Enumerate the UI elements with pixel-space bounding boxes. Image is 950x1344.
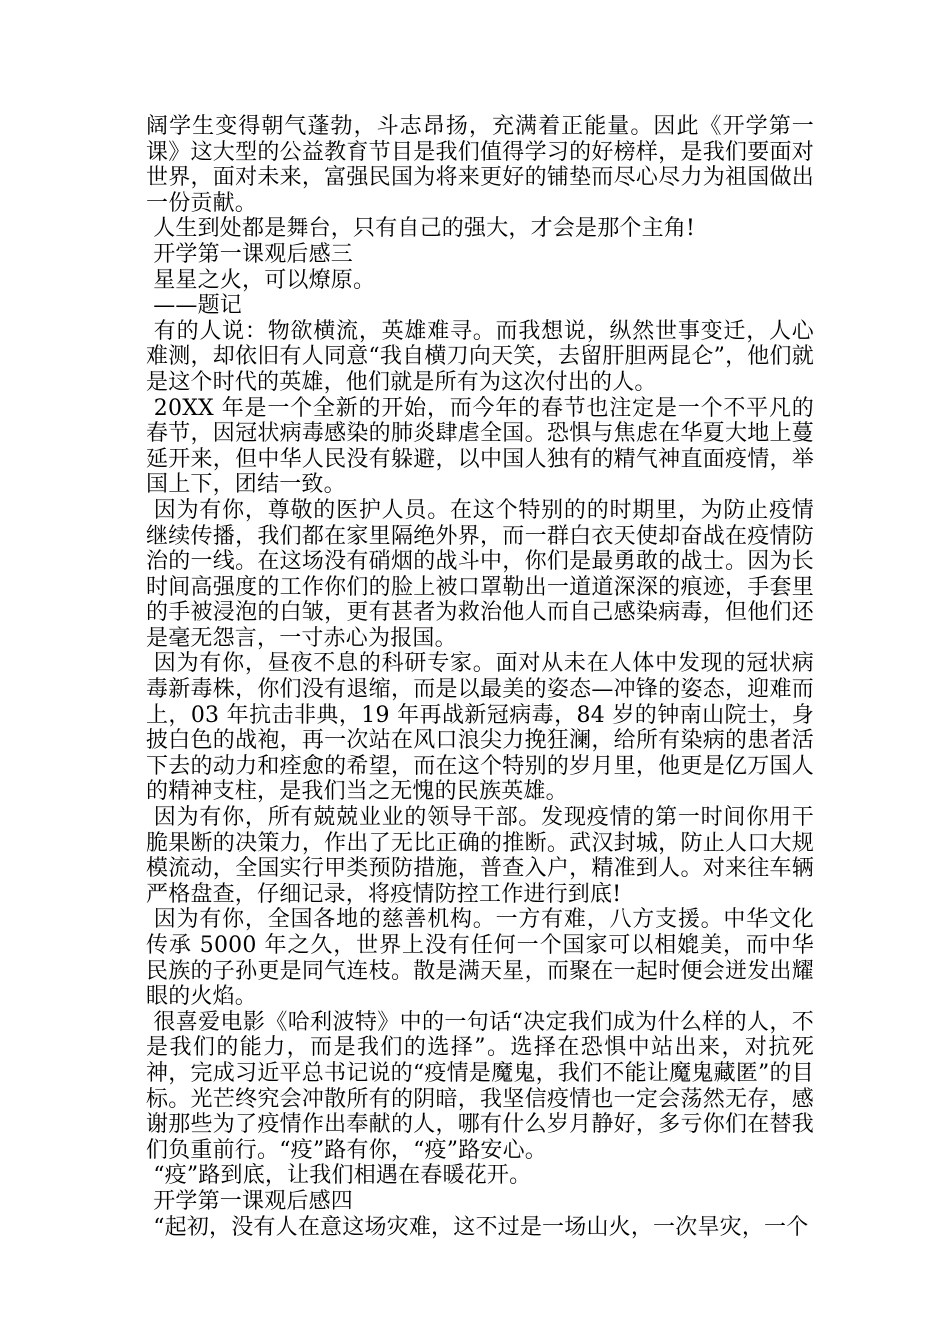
document-page	[146, 114, 814, 1240]
paragraph-2: 人生到处都是舞台，只有自己的强大，才会是那个主角!	[146, 216, 696, 242]
paragraph-11: 因为有你，全国各地的慈善机构。一方有难，八方支援。中华文化传承 5000 年之久，世界上没有任何一个国家可以相媲美，而中华民族的子孙更是同气连枝。散是满天星，而聚在一起时便会迸发出耀眼的火焰。	[146, 907, 814, 1010]
paragraph-7: 20XX 年是一个全新的开始，而今年的春节也注定是一个不平凡的春节，因冠状病毒感染的肺炎肆虐全国。恐惧与焦虑在华夏大地上蔓延开来，但中华人民没有躲避，以中国人独有的精气神直面疫情，举国上下，团结一致。	[146, 395, 814, 498]
epigraph-attribution: ——题记	[146, 293, 243, 319]
section-heading-4: 开学第一课观后感四	[146, 1188, 354, 1214]
paragraph-6: 有的人说：物欲横流，英雄难寻。而我想说，纵然世事变迁，人心难测，却依旧有人同意“我自横刀向天笑，去留肝胆两昆仑”，他们就是这个时代的英雄，他们就是所有为这次付出的人。	[146, 318, 814, 395]
section-heading-3: 开学第一课观后感三	[146, 241, 354, 267]
paragraph-12: 很喜爱电影《哈利波特》中的一句话“决定我们成为什么样的人，不是我们的能力，而是我们的选择”。选择在恐惧中站出来，对抗死神，完成习近平总书记说的“疫情是魔鬼，我们不能让魔鬼藏匿”的目标。光芒终究会冲散所有的阴暗，我坚信疫情也一定会荡然无存，感谢那些为了疫情作出奉献的人，哪有什么岁月静好，多亏你们在替我们负重前行。“疫”路有你，“疫”路安心。	[146, 1009, 815, 1163]
paragraph-1: 阔学生变得朝气蓬勃，斗志昂扬，充满着正能量。因此《开学第一课》这大型的公益教育节目是我们值得学习的好榜样，是我们要面对世界，面对未来，富强民国为将来更好的铺垫而尽心尽力为祖国做出一份贡献。	[146, 114, 814, 216]
epigraph: 星星之火，可以燎原。	[146, 267, 376, 293]
paragraph-13: “疫”路到底，让我们相遇在春暖花开。	[146, 1163, 532, 1189]
paragraph-8: 因为有你，尊敬的医护人员。在这个特别的的时期里，为防止疫情继续传播，我们都在家里隔绝外界，而一群白衣天使却奋战在疫情防治的一线。在这场没有硝烟的战斗中，你们是最勇敢的战士。因为长时间高强度的工作你们的脸上被口罩勒出一道道深深的痕迹，手套里的手被浸泡的白皱，更有甚者为救治他人而自己感染病毒，但他们还是毫无怨言，一寸赤心为报国。	[146, 497, 814, 651]
paragraph-10: 因为有你，所有兢兢业业的领导干部。发现疫情的第一时间你用干脆果断的决策力，作出了无比正确的推断。武汉封城，防止人口大规模流动，全国实行甲类预防措施，普查入户，精准到人。对来往车辆严格盘查，仔细记录，将疫情防控工作进行到底!	[146, 805, 814, 907]
paragraph-15: “起初，没有人在意这场灾难，这不过是一场山火，一次旱灾，一个	[146, 1214, 809, 1240]
paragraph-9: 因为有你，昼夜不息的科研专家。面对从未在人体中发现的冠状病毒新毒株，你们没有退缩，而是以最美的姿态—冲锋的姿态，迎难而上，03 年抗击非典，19 年再战新冠病毒，84 岁的钟南山院士，身披白色的战袍，再一次站在风口浪尖力挽狂澜，给所有染病的患者活下去的动力和痊愈的希望，而在这个特别的岁月里，他更是亿万国人的精神支柱，是我们当之无愧的民族英雄。	[146, 651, 814, 805]
